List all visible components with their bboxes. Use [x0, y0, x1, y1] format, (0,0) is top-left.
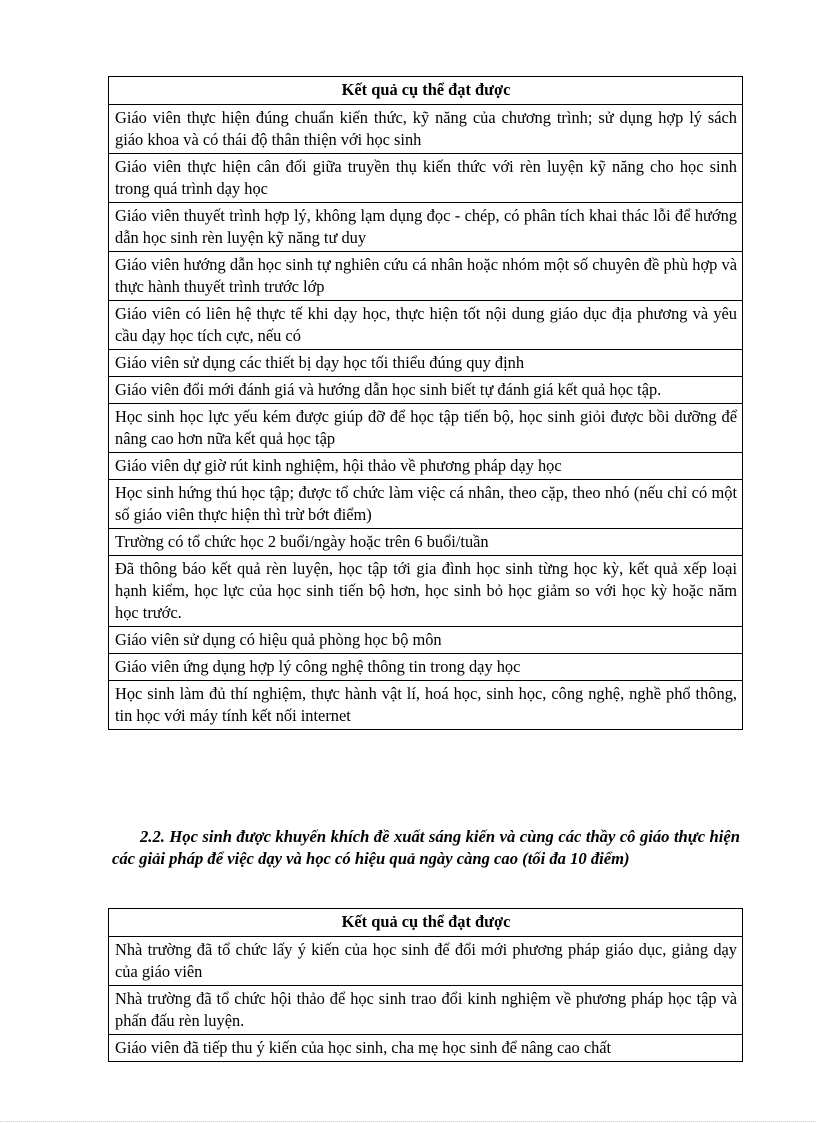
table-cell: Giáo viên thực hiện đúng chuẩn kiến thức, kỹ năng của chương trình; sử dụng hợp lý sách giáo khoa và có thái độ thân thiện với học sinh	[109, 105, 743, 154]
table-row	[109, 986, 743, 1035]
section-heading: 2.2. Học sinh được khuyến khích đề xuất sáng kiến và cùng các thầy cô giáo thực hiện các giải pháp để việc dạy và học có hiệu quả ngày càng cao (tối đa 10 điểm)	[112, 827, 740, 868]
table-row	[109, 203, 743, 252]
table-cell: Giáo viên dự giờ rút kinh nghiệm, hội thảo về phương pháp dạy học	[109, 453, 743, 480]
table-cell: Học sinh làm đủ thí nghiệm, thực hành vật lí, hoá học, sinh học, công nghệ, nghề phổ thông, tin học với máy tính kết nối internet	[109, 681, 743, 730]
table-cell: Đã thông báo kết quả rèn luyện, học tập tới gia đình học sinh từng học kỳ, kết quả xếp loại hạnh kiểm, học lực của học sinh tiến bộ hơn, học sinh bỏ học giảm so với học kỳ hoặc năm học trước.	[109, 556, 743, 627]
table-cell: Giáo viên đổi mới đánh giá và hướng dẫn học sinh biết tự đánh giá kết quả học tập.	[109, 377, 743, 404]
table-row	[109, 105, 743, 154]
table-cell: Giáo viên ứng dụng hợp lý công nghệ thông tin trong dạy học	[109, 654, 743, 681]
table-row	[109, 154, 743, 203]
criteria-table-1	[108, 76, 743, 730]
criteria-table-2	[108, 908, 743, 1062]
table-row	[109, 556, 743, 627]
table-row	[109, 453, 743, 480]
table-row	[109, 301, 743, 350]
table-cell: Giáo viên sử dụng có hiệu quả phòng học bộ môn	[109, 627, 743, 654]
table-header-cell: Kết quả cụ thể đạt được	[109, 77, 743, 105]
table-cell: Giáo viên đã tiếp thu ý kiến của học sinh, cha mẹ học sinh để nâng cao chất	[109, 1035, 743, 1062]
table-cell: Giáo viên hướng dẫn học sinh tự nghiên cứu cá nhân hoặc nhóm một số chuyên đề phù hợp và thực hành thuyết trình trước lớp	[109, 252, 743, 301]
table-cell: Nhà trường đã tổ chức lấy ý kiến của học sinh để đổi mới phương pháp giáo dục, giảng dạy của giáo viên	[109, 937, 743, 986]
table-cell: Giáo viên thuyết trình hợp lý, không lạm dụng đọc - chép, có phân tích khai thác lỗi để hướng dẫn học sinh rèn luyện kỹ năng tư duy	[109, 203, 743, 252]
table-row	[109, 1035, 743, 1062]
table-row	[109, 654, 743, 681]
table-cell: Trường có tổ chức học 2 buổi/ngày hoặc trên 6 buổi/tuần	[109, 529, 743, 556]
table-row	[109, 681, 743, 730]
table-row	[109, 627, 743, 654]
table-row	[109, 377, 743, 404]
table-cell: Học sinh học lực yếu kém được giúp đỡ để học tập tiến bộ, học sinh giỏi được bồi dưỡng để nâng cao hơn nữa kết quả học tập	[109, 404, 743, 453]
table-cell: Giáo viên có liên hệ thực tế khi dạy học, thực hiện tốt nội dung giáo dục địa phương và yêu cầu dạy học tích cực, nếu có	[109, 301, 743, 350]
table-cell: Nhà trường đã tổ chức hội thảo để học sinh trao đổi kinh nghiệm về phương pháp học tập và phấn đấu rèn luyện.	[109, 986, 743, 1035]
table-row	[109, 404, 743, 453]
page-bottom-rule	[0, 1121, 816, 1122]
table-header-cell: Kết quả cụ thể đạt được	[109, 909, 743, 937]
table-cell: Giáo viên thực hiện cân đối giữa truyền thụ kiến thức với rèn luyện kỹ năng cho học sinh trong quá trình dạy học	[109, 154, 743, 203]
table-header-row	[109, 909, 743, 937]
table-row	[109, 529, 743, 556]
table-row	[109, 480, 743, 529]
table-header-row	[109, 77, 743, 105]
table-row	[109, 350, 743, 377]
table-cell: Học sinh hứng thú học tập; được tổ chức làm việc cá nhân, theo cặp, theo nhó (nếu chỉ có một số giáo viên thực hiện thì trừ bớt điểm)	[109, 480, 743, 529]
table-row	[109, 937, 743, 986]
table-row	[109, 252, 743, 301]
table-cell: Giáo viên sử dụng các thiết bị dạy học tối thiểu đúng quy định	[109, 350, 743, 377]
